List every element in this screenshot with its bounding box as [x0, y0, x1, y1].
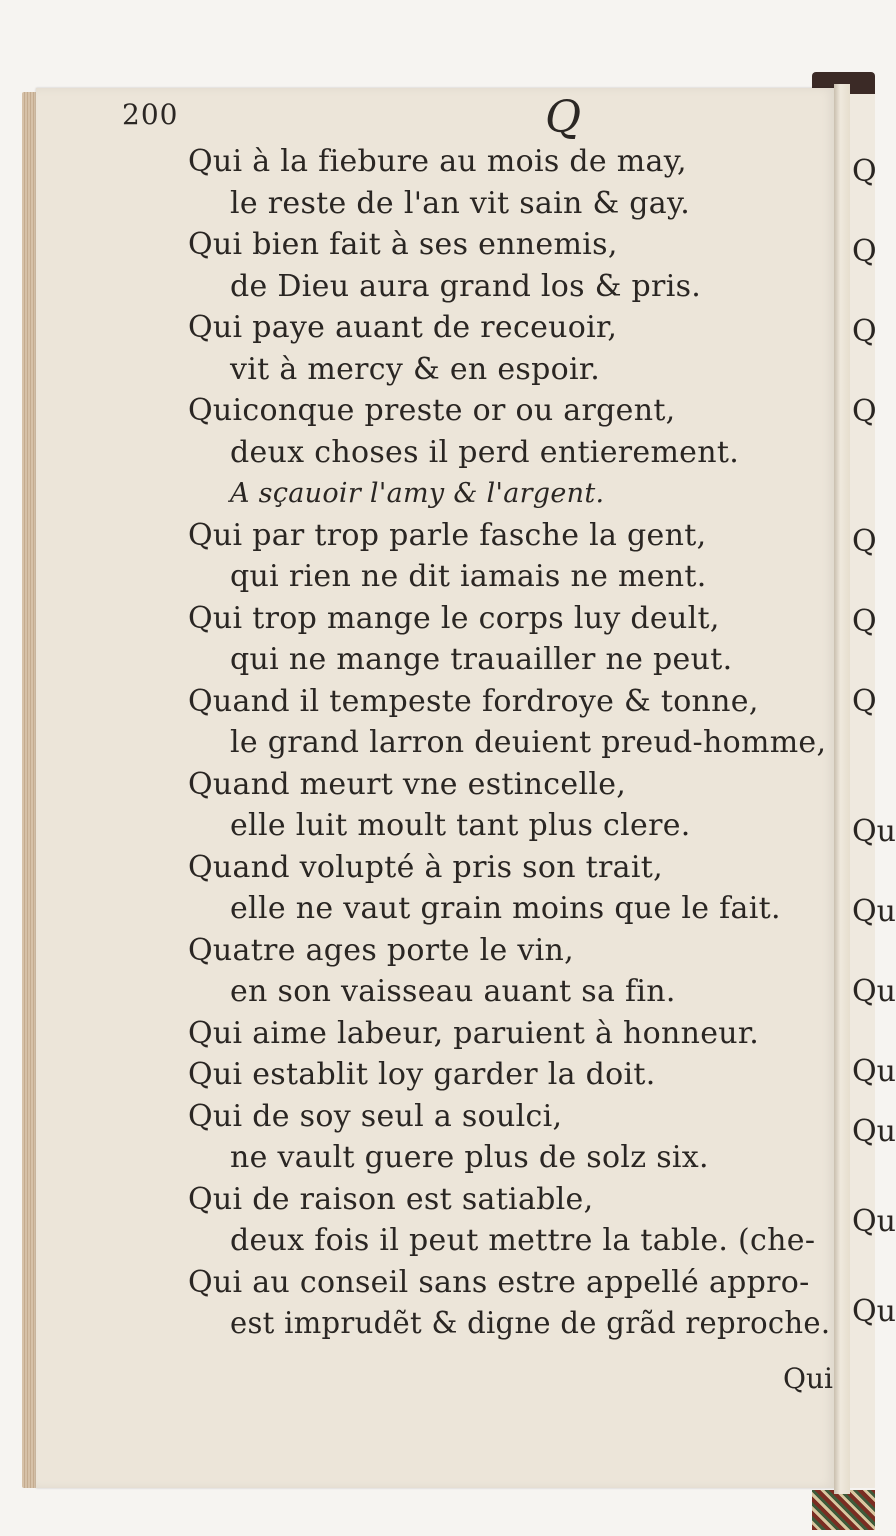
right-page-glyph: Q: [852, 604, 877, 639]
header-letter: Q: [545, 92, 582, 143]
verse-line: Qui à la fiebure au mois de may,: [188, 144, 687, 179]
verse-line: Qui trop mange le corps luy deult,: [188, 600, 720, 636]
verse-line: Quatre ages porte le vin,: [188, 932, 575, 968]
verse-line: vit à mercy & en espoir.: [230, 351, 601, 387]
verse-line: en son vaisseau auant sa fin.: [230, 974, 676, 1009]
verse-line: Quiconque preste or ou argent,: [188, 393, 676, 428]
verse-line: Qui aime labeur, paruient à honneur.: [188, 1015, 760, 1051]
right-page-glyph: Qu: [852, 894, 896, 929]
catchword: Qui: [783, 1362, 833, 1395]
verse-line: Qui par trop parle fasche la gent,: [188, 517, 707, 553]
verse-line: le reste de l'an vit sain & gay.: [230, 185, 691, 221]
right-page-glyph: Qu: [852, 1204, 896, 1239]
verse-line: qui ne mange trauailler ne peut.: [230, 642, 733, 677]
page-header: [0, 92, 875, 143]
verse-line: deux fois il peut mettre la table. (che-: [230, 1223, 816, 1258]
verse-line: Quand meurt vne estincelle,: [188, 766, 627, 802]
verse-line: Qui de soy seul a soulci,: [188, 1098, 563, 1134]
right-page-glyph: Q: [852, 524, 877, 559]
verse-line: elle ne vaut grain moins que le fait.: [230, 891, 781, 926]
verse-line: Quand il tempeste fordroye & tonne,: [188, 683, 759, 719]
verse-line: A sçauoir l'amy & l'argent.: [230, 478, 605, 509]
book-headband: [812, 1490, 875, 1530]
right-page-glyph: Qu: [852, 814, 896, 849]
verse-line: deux choses il perd entierement.: [230, 434, 740, 470]
page-number: 200: [122, 98, 179, 131]
verse-line: Quand volupté à pris son trait,: [188, 849, 663, 885]
verse-line: ne vault guere plus de solz six.: [230, 1140, 709, 1175]
right-page-glyph: Qu: [852, 1054, 896, 1089]
right-page-glyph: Qu: [852, 1114, 896, 1149]
right-page-glyph: Q: [852, 684, 877, 719]
verse-line: de Dieu aura grand los & pris.: [230, 268, 702, 304]
page-gutter: [834, 84, 850, 1494]
verse-line: Qui paye auant de receuoir,: [188, 310, 618, 345]
verse-line: qui rien ne dit iamais ne ment.: [230, 559, 707, 594]
right-page-fragment: [850, 94, 896, 1488]
right-page-glyph: Qu: [852, 1294, 896, 1329]
right-page-glyph: Q: [852, 234, 877, 269]
verse-line: elle luit moult tant plus clere.: [230, 808, 691, 843]
verse-line: Qui establit loy garder la doit.: [188, 1057, 656, 1092]
right-page-glyph: Q: [852, 154, 877, 189]
verse-line: le grand larron deuient preud-homme,: [230, 725, 827, 760]
verse-line: est imprudẽt & digne de grãd reproche.: [230, 1306, 831, 1341]
verse-line: Qui de raison est satiable,: [188, 1181, 594, 1217]
right-page-glyph: Qu: [852, 974, 896, 1009]
right-page-glyph: Q: [852, 394, 877, 429]
verse-line: Qui bien fait à ses ennemis,: [188, 227, 618, 262]
verse-line: Qui au conseil sans estre appellé appro-: [188, 1264, 810, 1300]
right-page-glyph: Q: [852, 314, 877, 349]
